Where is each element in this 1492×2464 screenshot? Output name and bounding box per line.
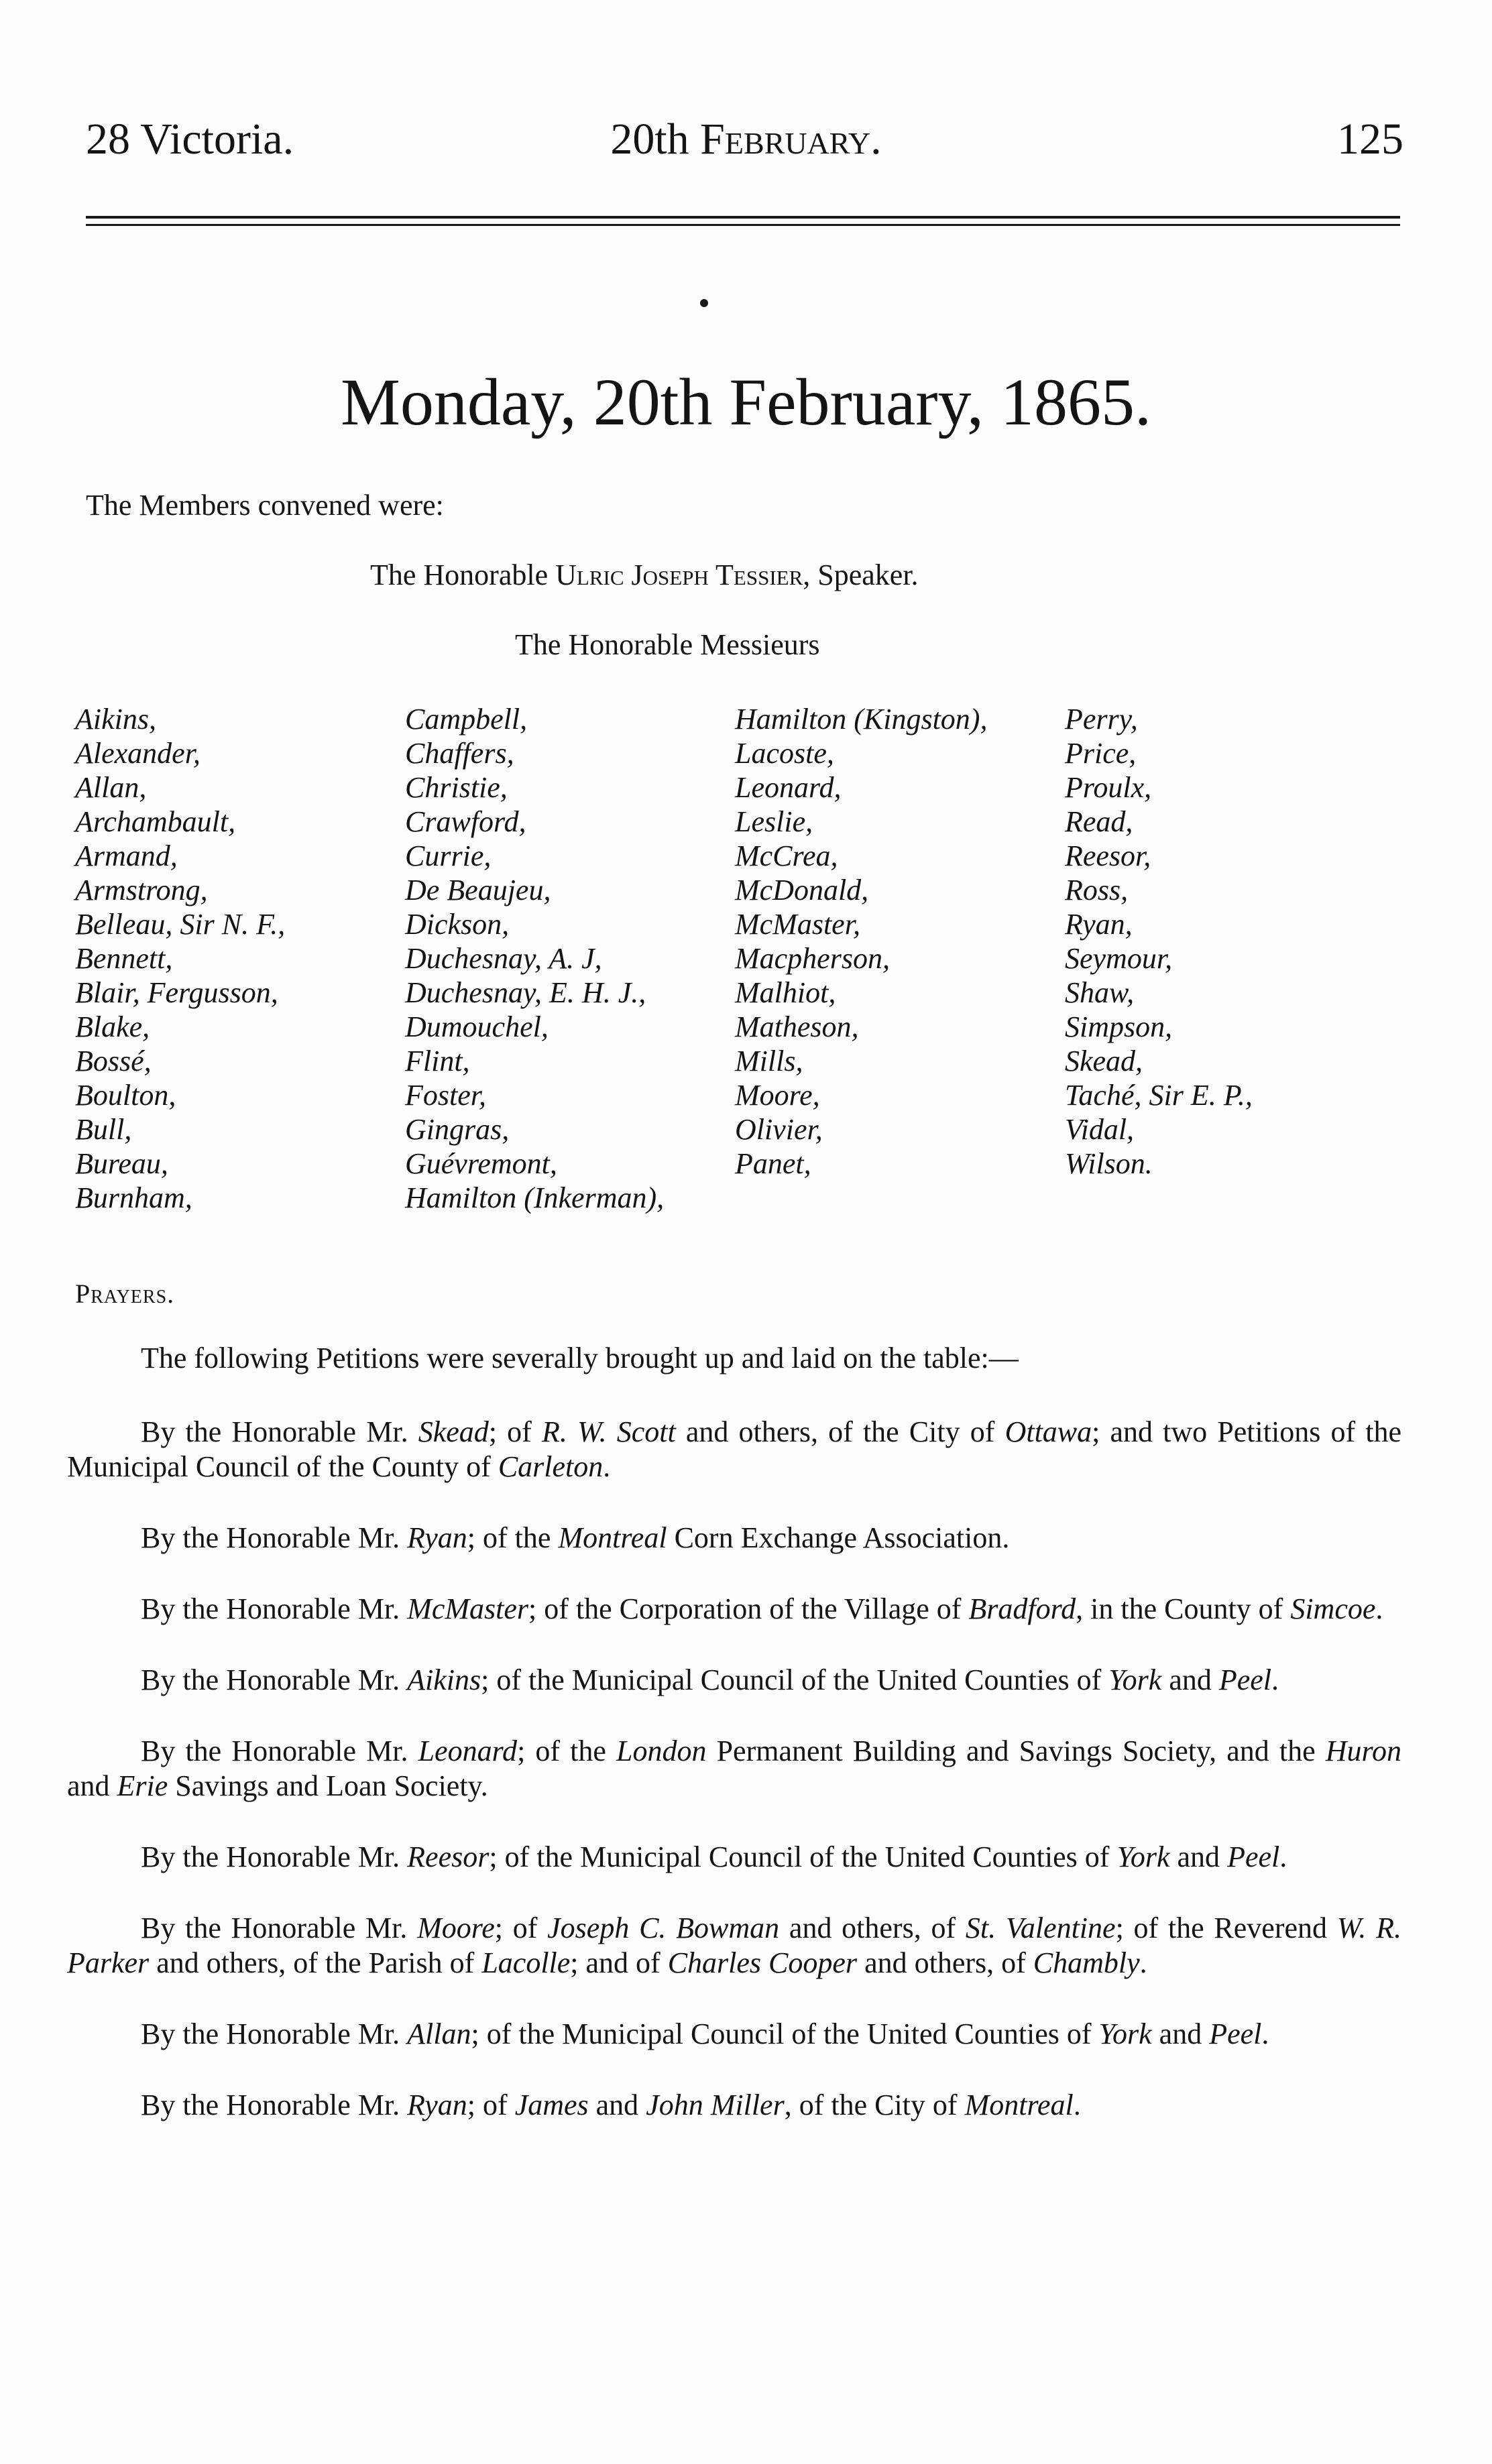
petition-entry [67, 1911, 1401, 1981]
petition-text: By the Honorable Mr. [141, 1415, 418, 1448]
petition-proper-name: Reesor [407, 1840, 490, 1873]
speaker-suffix: , Speaker. [803, 559, 919, 591]
petition-text: ; and two Petitions of the Municipal Council of the County of [67, 1415, 1402, 1483]
member-name: Dumouchel, [405, 1010, 549, 1043]
petition-text: . [1375, 1592, 1383, 1625]
member-name: Skead, [1065, 1045, 1143, 1077]
member-name: Read, [1065, 805, 1133, 838]
member-name: Ryan, [1065, 908, 1133, 941]
petition-text: and others, of [857, 1946, 1033, 1979]
member-name: Crawford, [405, 805, 526, 838]
running-head-regnal-year: 28 Victoria. [86, 115, 294, 164]
member-name: De Beaujeu, [405, 874, 551, 906]
petitions-intro: The following Petitions were severally brought up and laid on the table:— [141, 1342, 1019, 1374]
petition-proper-name: Moore [417, 1912, 495, 1944]
members-column-3 [735, 702, 1084, 1181]
member-name: Blair, Fergusson, [75, 976, 278, 1009]
member-name: Campbell, [405, 703, 528, 736]
member-name: Archambault, [75, 805, 236, 838]
petition-proper-name: Bradford [968, 1592, 1076, 1625]
petition-proper-name: Ottawa [1005, 1415, 1092, 1448]
speaker-line [370, 558, 919, 593]
header-rule-bottom [86, 224, 1400, 226]
petition-proper-name: Allan [407, 2017, 471, 2050]
member-name: Simpson, [1065, 1010, 1173, 1043]
petition-proper-name: McMaster [407, 1592, 529, 1625]
petition-text: and others, of the Parish of [149, 1946, 482, 1979]
petition-proper-name: York [1116, 1840, 1170, 1873]
petition-text: By the Honorable Mr. [141, 1912, 418, 1944]
member-name: Olivier, [735, 1113, 823, 1146]
petition-proper-name: Lacolle [481, 1946, 571, 1979]
member-name: Duchesnay, A. J, [405, 942, 602, 975]
member-name: Armand, [75, 839, 178, 872]
member-name: Alexander, [75, 737, 200, 770]
petition-text: . [1261, 2017, 1269, 2050]
member-name: Seymour, [1065, 942, 1173, 975]
petition-text: ; of [488, 1415, 542, 1448]
petition-text: By the Honorable Mr. [141, 1663, 408, 1696]
member-name: Blake, [75, 1010, 150, 1043]
petition-entry [67, 2017, 1401, 2052]
member-name: Moore, [735, 1079, 820, 1112]
members-convened-line: The Members convened were: [86, 489, 444, 522]
member-name: Boulton, [75, 1079, 176, 1112]
petition-text: and [588, 2089, 646, 2121]
petition-proper-name: Charles Cooper [667, 1946, 858, 1979]
petition-proper-name: Ryan [407, 2089, 467, 2121]
member-name: Aikins, [75, 703, 156, 736]
messieurs-line: The Honorable Messieurs [515, 628, 820, 661]
petition-entry [67, 1663, 1401, 1698]
petition-proper-name: Simcoe [1290, 1592, 1376, 1625]
member-name: Lacoste, [735, 737, 834, 770]
petition-text: Savings and Loan Society. [168, 1769, 488, 1802]
petition-text: ; of the [517, 1735, 616, 1767]
petition-text: By the Honorable Mr. [141, 1521, 408, 1554]
petition-entry [67, 2088, 1401, 2123]
member-name: Wilson. [1065, 1147, 1153, 1180]
member-name: Bennett, [75, 942, 173, 975]
petition-text: ; of the [467, 1521, 559, 1554]
petition-text: and others, of the City of [675, 1415, 1005, 1448]
member-name: Vidal, [1065, 1113, 1135, 1146]
petition-proper-name: Peel [1218, 1663, 1272, 1696]
petition-proper-name: Peel [1227, 1840, 1280, 1873]
prayers-heading: Prayers. [75, 1279, 175, 1309]
member-name: Bureau, [75, 1147, 168, 1180]
petition-proper-name: Skead [418, 1415, 489, 1448]
petition-entry [67, 1734, 1401, 1804]
member-name: Duchesnay, E. H. J., [405, 976, 646, 1009]
petition-text: Permanent Building and Savings Society, and the [706, 1735, 1326, 1767]
petition-text: ; of the Corporation of the Village of [528, 1592, 969, 1625]
member-name: Guévremont, [405, 1147, 557, 1180]
member-name: Hamilton (Kingston), [735, 703, 988, 736]
running-head-day: 20th [610, 115, 701, 164]
petition-proper-name: John Miller [646, 2089, 785, 2121]
member-name: Dickson, [405, 908, 510, 941]
member-name: Foster, [405, 1079, 486, 1112]
petition-text: ; of [494, 1912, 548, 1944]
petition-text: By the Honorable Mr. [141, 1735, 418, 1767]
member-name: Christie, [405, 771, 508, 804]
member-name: McCrea, [735, 839, 838, 872]
member-name: Hamilton (Inkerman), [405, 1181, 665, 1214]
petition-text: By the Honorable Mr. [141, 1592, 408, 1625]
member-name: Bull, [75, 1113, 132, 1146]
member-name: Panet, [735, 1147, 811, 1180]
petition-text: , of the City of [784, 2089, 965, 2121]
member-name: Leslie, [735, 805, 813, 838]
petition-text: By the Honorable Mr. [141, 2089, 408, 2121]
member-name: Burnham, [75, 1181, 192, 1214]
petition-proper-name: Peel [1209, 2017, 1262, 2050]
petition-text: , in the County of [1076, 1592, 1291, 1625]
sitting-date-title: Monday, 20th February, 1865. [340, 365, 1152, 439]
members-column-2 [405, 702, 754, 1215]
member-name: Taché, Sir E. P., [1065, 1079, 1253, 1112]
petition-entry [67, 1521, 1401, 1556]
petition-text: and [1169, 1840, 1228, 1873]
member-name: Ross, [1065, 874, 1129, 906]
petition-text: ; of the Reverend [1115, 1912, 1337, 1944]
member-name: Gingras, [405, 1113, 510, 1146]
page-number: 125 [1337, 115, 1403, 164]
petition-text: and [1161, 1663, 1219, 1696]
member-name: McMaster, [735, 908, 860, 941]
petition-proper-name: Montreal [558, 1521, 667, 1554]
member-name: McDonald, [735, 874, 869, 906]
member-name: Leonard, [735, 771, 842, 804]
petition-text: and others, of [779, 1912, 966, 1944]
member-name: Armstrong, [75, 874, 208, 906]
petition-entry [67, 1415, 1401, 1484]
petition-proper-name: Chambly [1033, 1946, 1140, 1979]
member-name: Chaffers, [405, 737, 514, 770]
member-name: Belleau, Sir N. F., [75, 908, 286, 941]
petition-text: ; of the Municipal Council of the United Counties of [489, 1840, 1117, 1873]
member-name: Allan, [75, 771, 147, 804]
petition-entry [67, 1840, 1401, 1875]
member-name: Flint, [405, 1045, 470, 1077]
petition-text: ; of the Municipal Council of the United Counties of [481, 1663, 1109, 1696]
petition-text: . [603, 1450, 611, 1483]
petition-proper-name: Aikins [407, 1663, 481, 1696]
member-name: Perry, [1065, 703, 1138, 736]
petition-text: . [1073, 2089, 1081, 2121]
petition-proper-name: James [514, 2089, 589, 2121]
petition-text: ; of the Municipal Council of the United Counties of [471, 2017, 1099, 2050]
petition-proper-name: London [616, 1735, 707, 1767]
petition-proper-name: Leonard [418, 1735, 518, 1767]
petition-proper-name: Montreal [964, 2089, 1074, 2121]
members-column-4 [1065, 702, 1414, 1181]
member-name: Matheson, [735, 1010, 859, 1043]
member-name: Mills, [735, 1045, 803, 1077]
member-name: Currie, [405, 839, 492, 872]
petition-text: By the Honorable Mr. [141, 1840, 408, 1873]
petition-proper-name: Carleton [498, 1450, 604, 1483]
speaker-name: Ulric Joseph Tessier [555, 559, 803, 591]
member-name: Reesor, [1065, 839, 1151, 872]
petition-text: . [1271, 1663, 1279, 1696]
petition-text: and [1151, 2017, 1210, 2050]
petition-text: By the Honorable Mr. [141, 2017, 408, 2050]
header-rule-top [86, 216, 1400, 219]
petition-proper-name: York [1108, 1663, 1162, 1696]
petition-text: ; and of [570, 1946, 668, 1979]
petition-proper-name: Ryan [407, 1521, 467, 1554]
petition-text: Corn Exchange Association. [667, 1521, 1010, 1554]
petition-proper-name: W. R. Parker [67, 1912, 1401, 1979]
member-name: Proulx, [1065, 771, 1152, 804]
speaker-prefix: The Honorable [370, 559, 556, 591]
petition-entry [67, 1592, 1401, 1627]
petition-proper-name: Joseph C. Bowman [547, 1912, 780, 1944]
petition-proper-name: St. Valentine [965, 1912, 1116, 1944]
member-name: Price, [1065, 737, 1137, 770]
petition-proper-name: York [1098, 2017, 1152, 2050]
ornament-dot [700, 299, 708, 307]
running-head-month: February. [700, 115, 882, 164]
member-name: Bossé, [75, 1045, 152, 1077]
member-name: Macpherson, [735, 942, 890, 975]
petition-text: and [67, 1769, 117, 1802]
petition-proper-name: R. W. Scott [541, 1415, 676, 1448]
running-head-date [0, 117, 1492, 162]
member-name: Malhiot, [735, 976, 836, 1009]
petition-proper-name: Erie [117, 1769, 168, 1802]
members-column-1 [75, 702, 424, 1215]
petition-text: ; of [467, 2089, 515, 2121]
petition-text: . [1139, 1946, 1147, 1979]
petition-text: . [1279, 1840, 1287, 1873]
member-name: Shaw, [1065, 976, 1135, 1009]
petition-proper-name: Huron [1325, 1735, 1401, 1767]
petitions-list [67, 1415, 1401, 2159]
